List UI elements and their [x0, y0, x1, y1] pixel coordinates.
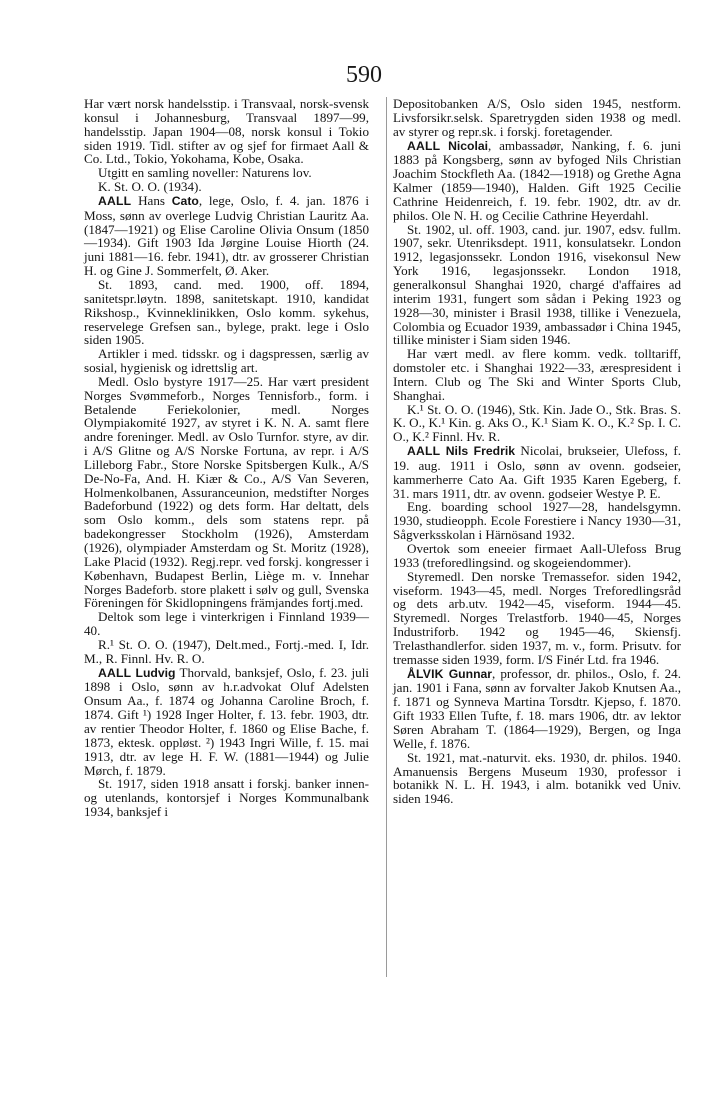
entry-given-name: Hans — [138, 192, 172, 208]
paragraph: St. 1917, siden 1918 ansatt i forskj. banker innen- og utenlands, kontorsjef i Norges Kommunalbank 1934, banksjef i — [84, 776, 369, 820]
entry-text: , lege, Oslo, f. 4. jan. 1876 i Moss, sønn av overlege Ludvig Christian Lauritz Aa. (1847—1921) og Elise Caroline Olivia Onsum (1850—1934). Gift 1903 Ida Jørgine Louise Hiorth (24. juni 1881—16. febr. 1941), dtr. av grosserer Christian H. og Gine J. Sommerfelt, Ø. Aker. — [84, 192, 370, 279]
biography-entry — [393, 444, 681, 500]
paragraph: K. St. O. O. (1934). — [98, 179, 202, 195]
entry-call-name: Nils Fredrik — [445, 444, 515, 459]
paragraph: Overtok som eneeier firmaet Aall-Ulefoss Brug 1933 (treforedlingsind. og skogeiendommer). — [393, 541, 681, 570]
right-column — [393, 97, 681, 806]
paragraph: Medl. Oslo bystyre 1917—25. Har vært president Norges Svømmeforb., Norges Tennisforb., form. i Betalende Feriekolonier, medl. Norges Olympiakomité 1927, av styret i K. N. A. samt flere andre foreninger. Medl. av Oslo Turnfor. styre, av dir. i A/S Glitne og A/S Norske Fortuna, av repr. i A/S Lilleborg Fabr., Store Norske Spitsbergen Kulk., A/S De-No-Fa, And. H. Kiær & Co., A/S Van Severen, Holmenkolbanen, Assuranceunion, medstifter Norges Badeforbund (1922) og dets form. Har deltatt, dels som Oslo komm., dels som statens repr. på badekongresser Stockholm (1926), Amsterdam (1926), olympiader Amsterdam og St. Moritz (1928), Lake Placid (1932). Regj.repr. ved forskj. kongresser i København, Budapest Berlin, Liège m. v. Innehar Norges Badeforb. store plakett i sølv og gull, Svenska Föreningen för Skidlopningens främjandes fortj.med. — [84, 373, 369, 611]
entry-call-name: Nicolai — [448, 138, 489, 153]
entry-surname: AALL — [407, 444, 441, 459]
entry-continuation: Har vært norsk handelsstip. i Transvaal, norsk-svensk konsul i Johannesburg, Transvaal 1897—99, handelsstip. Japan 1904—08, norsk konsul i Tokio siden 1919. Tidl. stifter av og sjef for firmaet Aall & Co. Ltd., Tokio, Yokohama, Kobe, Osaka. — [84, 96, 369, 167]
biography-entry — [84, 666, 369, 778]
page-number: 590 — [346, 62, 382, 88]
biography-entry — [393, 667, 681, 751]
entry-text: , professor, dr. philos., Oslo, f. 24. jan. 1901 i Fana, sønn av forvalter Jakob Knutsen Aa., f. 1871 og Synneva Martina Torsdtr. Kjepso, f. 1870. Gift 1933 Ellen Tufte, f. 18. mars 1906, dtr. av lektor Søren Abraham T. (1864—1929), Bergen, og Inga Welle, f. 1876. — [393, 665, 681, 751]
paragraph: St. 1893, cand. med. 1900, off. 1894, sanitetspr.løytn. 1898, sanitetskapt. 1910, kandidat Rikshosp., Kvinneklinikken, Oslo komm. sykehus, reservelege Grefsen san., bylege, prakt. lege i Oslo siden 1905. — [84, 276, 369, 348]
paragraph: R.¹ St. O. O. (1947), Delt.med., Fortj.-med. I, Idr. M., R. Finnl. Hv. R. O. — [84, 636, 369, 666]
paragraph: K.¹ St. O. O. (1946), Stk. Kin. Jade O., Stk. Bras. S. K. O., K.¹ Kin. g. Aks O., K.¹ Siam K. O., K.² Sp. I. C. O., K.² Finnl. Hv. R. — [393, 401, 681, 445]
paragraph: Styremedl. Den norske Tremassefor. siden 1942, viseform. 1943—45, medl. Norges Treforedlingsråd og dets arb.utv. 1942—45, viseform. 1944—45. Styremedl. Norges Trelastforb. 1940—45, Norges Industriforb. 1942 og 1945—46, Skiensfj. Trelasthandlerfor. siden 1937, m. v., form. Prisutv. for tremasse siden 1939, form. I/S Finér Ltd. fra 1946. — [393, 568, 681, 667]
biography-entry — [393, 139, 681, 223]
entry-continuation: Depositobanken A/S, Oslo siden 1945, nestform. Livsforsikr.selsk. Sparetrygden siden 1938 og medl. av styrer og repr.sk. i forskj. foretagender. — [393, 96, 681, 139]
entry-call-name: Gunnar — [448, 666, 493, 681]
entry-surname: AALL — [407, 138, 441, 153]
biography-entry — [84, 194, 369, 278]
entry-text: Thorvald, banksjef, Oslo, f. 23. juli 1898 i Oslo, sønn av h.r.advokat Oluf Adelsten Onsum Aa., f. 1874 og Johanna Caroline Broch, f. 1874. Gift ¹) 1928 Inger Holter, f. 13. febr. 1903, dtr. av rentier Theodor Holter, f. 1860 og Elise Bache, f. 1873, ektesk. oppløst. ²) 1943 Ingri Wille, f. 15. mai 1913, dtr. av lege H. F. W. (1881—1944) og Julie Mørch, f. 1879. — [84, 664, 369, 778]
column-divider — [386, 97, 387, 977]
left-column — [84, 97, 369, 819]
entry-surname: ÅLVIK — [407, 666, 444, 681]
entry-text: , ambassadør, Nanking, f. 6. juni 1883 på Kongsberg, sønn av byfoged Nils Christian Joachim Stockfleth Aa. (1842—1918) og Grethe Agna Kalmer (1859—1940), Halden. Gift 1925 Cecilie Cathrine Heidenreich, f. 19. febr. 1902, dtr. av dr. philos. Ole N. H. og Cecilie Cathrine Heyerdahl. — [393, 137, 681, 223]
paragraph: Artikler i med. tidsskr. og i dagspressen, særlig av sosial, hygienisk og idrettslig art. — [84, 346, 369, 376]
paragraph: St. 1921, mat.-naturvit. eks. 1930, dr. philos. 1940. Amanuensis Bergens Museum 1930, professor i botanikk N. L. H. 1943, i alm. botanikk ved Univ. siden 1946. — [393, 749, 681, 807]
entry-text: Nicolai, bruksеier, Ulefoss, f. 19. aug. 1911 i Oslo, sønn av ovenn. godseier, kammerherre Cato Aa. Gift 1935 Karen Egeberg, f. 31. mars 1911, dtr. av ovenn. godseier Westye P. E. — [393, 443, 681, 501]
paragraph: Deltok som lege i vinterkrigen i Finnland 1939—40. — [84, 609, 369, 639]
entry-call-name: Ludvig — [135, 665, 176, 680]
entry-surname: AALL — [98, 193, 132, 208]
entry-surname: AALL — [98, 665, 132, 680]
entry-call-name: Cato — [171, 193, 199, 208]
paragraph: Eng. boarding school 1927—28, handelsgymn. 1930, studieopph. Ecole Forestiere i Nancy 1930—31, Sågverksskolan i Härnösand 1932. — [393, 499, 681, 543]
paragraph: Har vært medl. av flere komm. vedk. tolltariff, domstoler etc. i Shanghai 1922—33, ærespresident i Intern. Club og The Ski and Winter Sports Club, Shanghai. — [393, 346, 681, 403]
paragraph: St. 1902, ul. off. 1903, cand. jur. 1907, edsv. fullm. 1907, sekr. Utenriksdept. 1911, konsulatsekr. London 1912, legasjonssekr. London 1916, visekonsul New York 1916, legasjonssekr. London 1918, generalkonsul Shanghai 1920, chargé d'affaires ad interim 1931, fungert som sådan i Peking 1923 og 1928—30, minister i Brasil 1938, tillike i Venezuela, Colombia og Ecuador 1939, ambassadør i China 1945, tillike minister i Siam siden 1946. — [393, 221, 681, 348]
paragraph: Utgitt en samling noveller: Naturens lov. — [98, 165, 312, 181]
